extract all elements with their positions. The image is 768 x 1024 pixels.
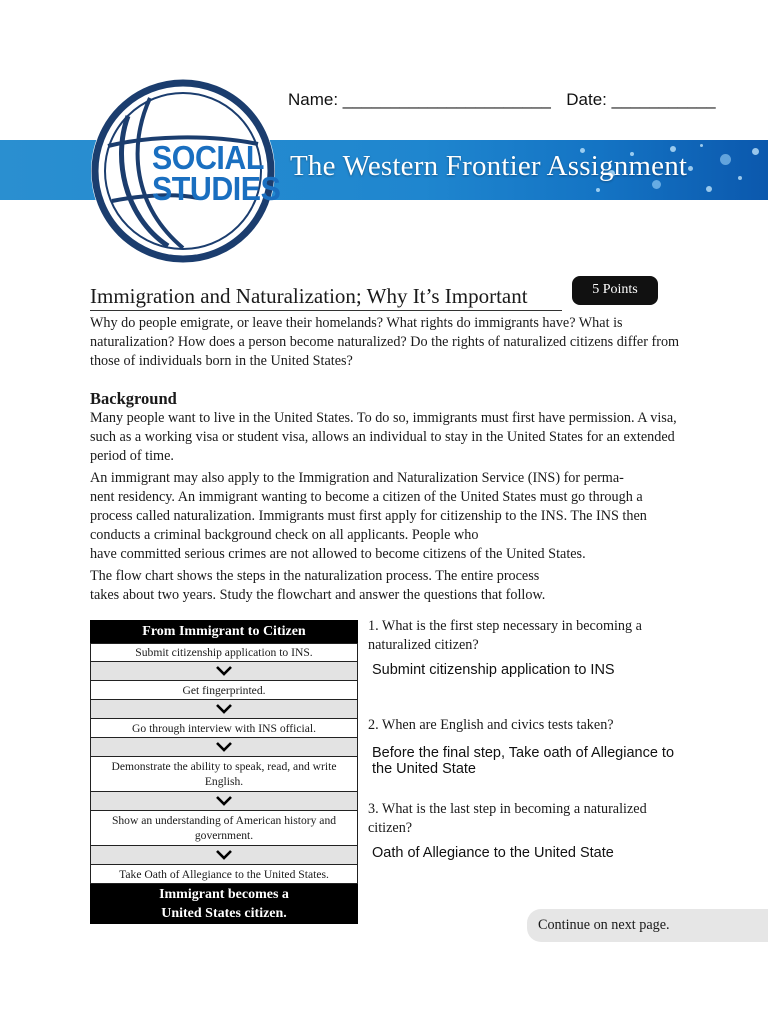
intro-text: Why do people emigrate, or leave their homelands? What rights do immigrants have? What is naturalization? How does a person become naturalized? Do the rights of naturalized citizens differ from those of individuals born in the United States?	[90, 315, 680, 369]
name-field[interactable]: Name: ______________________	[288, 90, 551, 109]
question-3: 3. What is the last step in becoming a naturalized citizen?	[368, 801, 647, 836]
name-date-line	[288, 90, 716, 110]
intro-paragraph	[90, 314, 680, 371]
answer-2[interactable]: Before the final step, Take oath of Allegiance to the United State	[372, 745, 675, 777]
chevron-down-icon	[90, 792, 358, 810]
points-badge: 5 Points	[572, 276, 658, 305]
answer-3[interactable]: Oath of Allegiance to the United State	[372, 845, 614, 861]
flow-step-6: Take Oath of Allegiance to the United States.	[90, 864, 358, 884]
chevron-down-icon	[90, 662, 358, 680]
flowchart-result-line1: Immigrant becomes a	[159, 887, 289, 902]
background-p2-line5: have committed serious crimes are not allowed to become citizens of the United States.	[90, 546, 586, 562]
logo-line-2: STUDIES	[152, 170, 281, 207]
background-p2-line2: nent residency. An immigrant wanting to become a citizen of the United States must go through a	[90, 489, 643, 505]
chevron-down-icon	[90, 738, 358, 756]
flowchart-result-line2: United States citizen.	[161, 906, 287, 921]
date-field[interactable]: Date: ___________	[566, 90, 716, 109]
background-p2-line3: process called naturalization. Immigrants must first apply for citizenship to the INS. The INS then	[90, 508, 647, 524]
flowchart-title: From Immigrant to Citizen	[90, 620, 358, 643]
background-p2-line1: An immigrant may also apply to the Immigration and Naturalization Service (INS) for perma-	[90, 470, 624, 486]
background-heading: Background	[90, 389, 177, 408]
background-p3-line1: The flow chart shows the steps in the naturalization process. The entire process	[90, 568, 540, 584]
background-p1: Many people want to live in the United States. To do so, immigrants must first have permission. A visa, such as a working visa or student visa, allows an individual to stay in the United States for an extended period of time.	[90, 410, 677, 464]
logo-line-1: SOCIAL	[152, 139, 264, 176]
flow-step-3: Go through interview with INS official.	[90, 718, 358, 738]
background-p3-line2: takes about two years. Study the flowchart and answer the questions that follow.	[90, 587, 546, 603]
background-paragraph-1	[90, 409, 680, 466]
naturalization-flowchart	[90, 620, 358, 924]
flow-step-4: Demonstrate the ability to speak, read, and write English.	[90, 756, 358, 792]
logo-text	[152, 139, 281, 207]
chevron-down-icon	[90, 846, 358, 864]
flow-step-2: Get fingerprinted.	[90, 680, 358, 700]
background-paragraph-2	[90, 469, 680, 564]
chevron-down-icon	[90, 700, 358, 718]
background-paragraph-3	[90, 567, 680, 605]
flowchart-result	[90, 884, 358, 924]
answer-1[interactable]: Submint citizenship application to INS	[372, 662, 615, 678]
section-title: Immigration and Naturalization; Why It’s Important	[90, 284, 562, 311]
continue-note: Continue on next page.	[527, 909, 768, 942]
question-2: 2. When are English and civics tests taken?	[368, 717, 614, 733]
assignment-title: The Western Frontier Assignment	[290, 150, 688, 182]
flow-step-5: Show an understanding of American history and government.	[90, 810, 358, 846]
question-1: 1. What is the first step necessary in becoming a naturalized citizen?	[368, 618, 642, 653]
background-p2-line4: conducts a criminal background check on all applicants. People who	[90, 527, 479, 543]
flow-step-1: Submit citizenship application to INS.	[90, 643, 358, 662]
